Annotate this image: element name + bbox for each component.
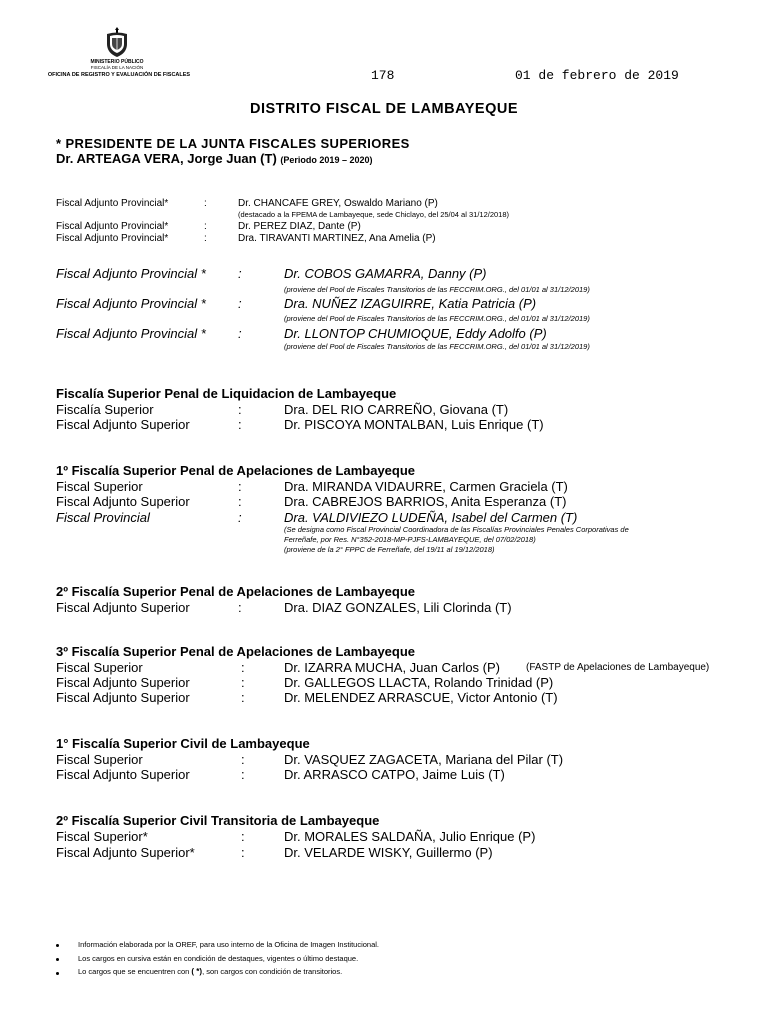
cargo: Fiscal Adjunto Superior xyxy=(56,767,190,782)
fiscal-name: Dr. VASQUEZ ZAGACETA, Mariana del Pilar (T) xyxy=(284,752,564,767)
separator: : xyxy=(238,494,242,509)
section-title: 2º Fiscalía Superior Penal de Apelaciones de Lambayeque xyxy=(56,584,416,599)
section-title: 3º Fiscalía Superior Penal de Apelaciones de Lambayeque xyxy=(56,644,416,659)
cargo: Fiscal Adjunto Superior xyxy=(56,675,190,690)
cargo: Fiscal Superior xyxy=(56,660,143,675)
fiscal-name: Dr. ARRASCO CATPO, Jaime Luis (T) xyxy=(284,767,505,782)
cargo: Fiscal Adjunto Superior* xyxy=(56,845,195,860)
assignment-note: (destacado a la FPEMA de Lambayeque, sede Chiclayo, del 25/04 al 31/12/2018) xyxy=(238,210,510,219)
fiscal-name: Dr. PISCOYA MONTALBAN, Luis Enrique (T) xyxy=(284,417,544,432)
fiscal-name: Dr. VELARDE WISKY, Guillermo (P) xyxy=(284,845,493,860)
fiscal-name: Dra. VALDIVIEZO LUDEÑA, Isabel del Carmen (T) xyxy=(284,510,578,525)
separator: : xyxy=(204,233,207,244)
bullet-icon xyxy=(56,972,59,975)
page-number: 178 xyxy=(371,68,395,83)
fiscal-name: Dr. MELENDEZ ARRASCUE, Victor Antonio (T) xyxy=(284,690,558,705)
separator: : xyxy=(241,845,245,860)
assignment-note: (Se designa como Fiscal Provincial Coordinadora de las Fiscalías Provinciales Penales Corporativas de xyxy=(284,525,629,534)
fiscal-name: Dr. LLONTOP CHUMIOQUE, Eddy Adolfo (P) xyxy=(284,326,547,341)
fiscal-name: Dra. CABREJOS BARRIOS, Anita Esperanza (T) xyxy=(284,494,567,509)
cargo: Fiscal Provincial xyxy=(56,510,150,525)
ministry-name: MINISTERIO PÚBLICO xyxy=(90,59,144,65)
separator: : xyxy=(241,829,245,844)
assignment-note: (proviene del Pool de Fiscales Transitorios de las FECCRIM.ORG., del 01/01 al 31/12/2019) xyxy=(284,285,590,294)
cargo: Fiscal Adjunto Provincial * xyxy=(56,326,206,341)
assignment-note: (proviene del Pool de Fiscales Transitorios de las FECCRIM.ORG., del 01/01 al 31/12/2019) xyxy=(284,342,590,351)
section-title: Fiscalía Superior Penal de Liquidacion de Lambayeque xyxy=(56,386,397,401)
fiscal-name: Dra. DIAZ GONZALES, Lili Clorinda (T) xyxy=(284,600,512,615)
fiscal-name: Dr. PEREZ DIAZ, Dante (P) xyxy=(238,221,361,232)
cargo: Fiscal Adjunto Superior xyxy=(56,600,190,615)
document-date: 01 de febrero de 2019 xyxy=(515,68,679,83)
fiscal-name: Dr. IZARRA MUCHA, Juan Carlos (P) xyxy=(284,660,500,675)
section-title: 1º Fiscalía Superior Penal de Apelaciones de Lambayeque xyxy=(56,463,416,478)
footnote-text: Lo cargos que se encuentren con xyxy=(78,967,190,976)
president-period: (Periodo 2019 – 2020) xyxy=(280,155,373,165)
fiscal-name: Dr. COBOS GAMARRA, Danny (P) xyxy=(284,266,487,281)
separator: : xyxy=(238,402,242,417)
separator: : xyxy=(241,690,245,705)
separator: : xyxy=(241,675,245,690)
cargo: Fiscal Adjunto Superior xyxy=(56,494,190,509)
document-title: DISTRITO FISCAL DE LAMBAYEQUE xyxy=(249,101,518,117)
cargo: Fiscal Adjunto Superior xyxy=(56,690,190,705)
fiscal-name: Dr. MORALES SALDAÑA, Julio Enrique (P) xyxy=(284,829,536,844)
president-name xyxy=(56,151,372,166)
separator: : xyxy=(241,767,245,782)
separator: : xyxy=(238,296,242,311)
fiscal-name: Dra. DEL RIO CARREÑO, Giovana (T) xyxy=(284,402,509,417)
section-title: 1° Fiscalía Superior Civil de Lambayeque xyxy=(56,736,310,751)
cargo: Fiscal Superior xyxy=(56,479,143,494)
section-title: 2º Fiscalía Superior Civil Transitoria de Lambayeque xyxy=(56,813,380,828)
cargo: Fiscal Adjunto Superior xyxy=(56,417,190,432)
cargo: Fiscal Adjunto Provincial * xyxy=(56,296,206,311)
footnote: Los cargos en cursiva están en condición de destaques, vigentes o último destaque. xyxy=(78,954,359,963)
bullet-icon xyxy=(56,958,59,961)
fiscalia-name: FISCALÍA DE LA NACIÓN xyxy=(90,65,144,70)
footnote-mark: ( *) xyxy=(191,967,203,976)
fiscal-name: Dra. TIRAVANTI MARTINEZ, Ana Amelia (P) xyxy=(238,233,436,244)
office-name: OFICINA DE REGISTRO Y EVALUACIÓN DE FISCALES xyxy=(47,72,191,78)
president-name-text: Dr. ARTEAGA VERA, Jorge Juan (T) xyxy=(56,151,277,166)
cargo: Fiscal Adjunto Provincial* xyxy=(56,233,169,244)
footnote-text: , son cargos con condición de transitorios. xyxy=(202,967,343,976)
separator: : xyxy=(238,510,242,525)
assignment-note: (proviene del Pool de Fiscales Transitorios de las FECCRIM.ORG., del 01/01 al 31/12/2019) xyxy=(284,314,590,323)
separator: : xyxy=(241,660,245,675)
separator: : xyxy=(238,600,242,615)
president-label: * PRESIDENTE DE LA JUNTA FISCALES SUPERIORES xyxy=(56,136,410,151)
ministerio-publico-seal-icon xyxy=(104,26,130,58)
cargo: Fiscal Adjunto Provincial * xyxy=(56,266,206,281)
assignment-note: (proviene de la 2° FPPC de Ferreñafe, del 19/11 al 19/12/2018) xyxy=(284,545,495,554)
bullet-icon xyxy=(56,944,59,947)
footnote: Información elaborada por la OREF, para uso interno de la Oficina de Imagen Institucional. xyxy=(78,940,380,949)
cargo: Fiscal Superior* xyxy=(56,829,148,844)
cargo: Fiscalía Superior xyxy=(56,402,154,417)
separator: : xyxy=(204,221,207,232)
separator: : xyxy=(238,479,242,494)
fiscal-name: Dr. GALLEGOS LLACTA, Rolando Trinidad (P) xyxy=(284,675,554,690)
fiscal-name: Dra. NUÑEZ IZAGUIRRE, Katia Patricia (P) xyxy=(284,296,537,311)
separator: : xyxy=(204,198,207,209)
cargo: Fiscal Adjunto Provincial* xyxy=(56,221,169,232)
separator: : xyxy=(238,326,242,341)
separator: : xyxy=(238,417,242,432)
fiscal-name: Dr. CHANCAFE GREY, Oswaldo Mariano (P) xyxy=(238,198,438,209)
separator: : xyxy=(238,266,242,281)
footnote xyxy=(78,967,342,976)
assignment-extra: (FASTP de Apelaciones de Lambayeque) xyxy=(526,662,710,673)
cargo: Fiscal Superior xyxy=(56,752,143,767)
separator: : xyxy=(241,752,245,767)
fiscal-name: Dra. MIRANDA VIDAURRE, Carmen Graciela (T) xyxy=(284,479,568,494)
cargo: Fiscal Adjunto Provincial* xyxy=(56,198,169,209)
assignment-note: Ferreñafe, por Res. N°352-2018-MP-PJFS-LAMBAYEQUE, del 07/02/2018) xyxy=(284,535,536,544)
